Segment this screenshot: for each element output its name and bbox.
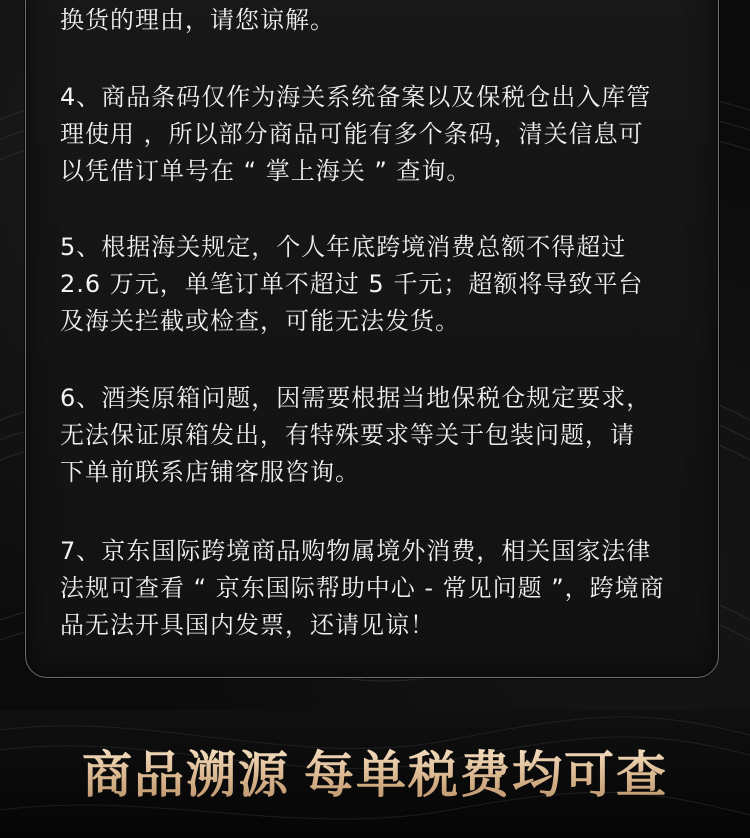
notice-paragraph-6: 6、酒类原箱问题，因需要根据当地保税仓规定要求， 无法保证原箱发出，有特殊要求等关于包装问题，请 下单前联系店铺客服咨询。	[60, 384, 652, 486]
footer-banner	[0, 710, 750, 838]
notice-paragraph-5: 5、根据海关规定，个人年底跨境消费总额不得超过 2.6 万元，单笔订单不超过 5 千元；超额将导致平台 及海关拦截或检查，可能无法发货。	[60, 233, 644, 335]
slogan-part-tax: 每单税费均可查	[304, 746, 668, 804]
notice-paragraph-7: 7、京东国际跨境商品购物属境外消费，相关国家法律 法规可查看 “ 京东国际帮助中心 - 常见问题 ”，跨境商 品无法开具国内发票，还请见谅！	[60, 537, 665, 639]
slogan	[0, 744, 750, 806]
notice-paragraph-4: 4、商品条码仅作为海关系统备案以及保税仓出入库管 理使用 ，所以部分商品可能有多个条码，清关信息可 以凭借订单号在 “ 掌上海关 ” 查询。	[60, 83, 652, 185]
notice-paragraph-continued: 换货的理由，请您谅解。	[60, 6, 335, 34]
slogan-part-traceability: 商品溯源	[82, 746, 290, 804]
